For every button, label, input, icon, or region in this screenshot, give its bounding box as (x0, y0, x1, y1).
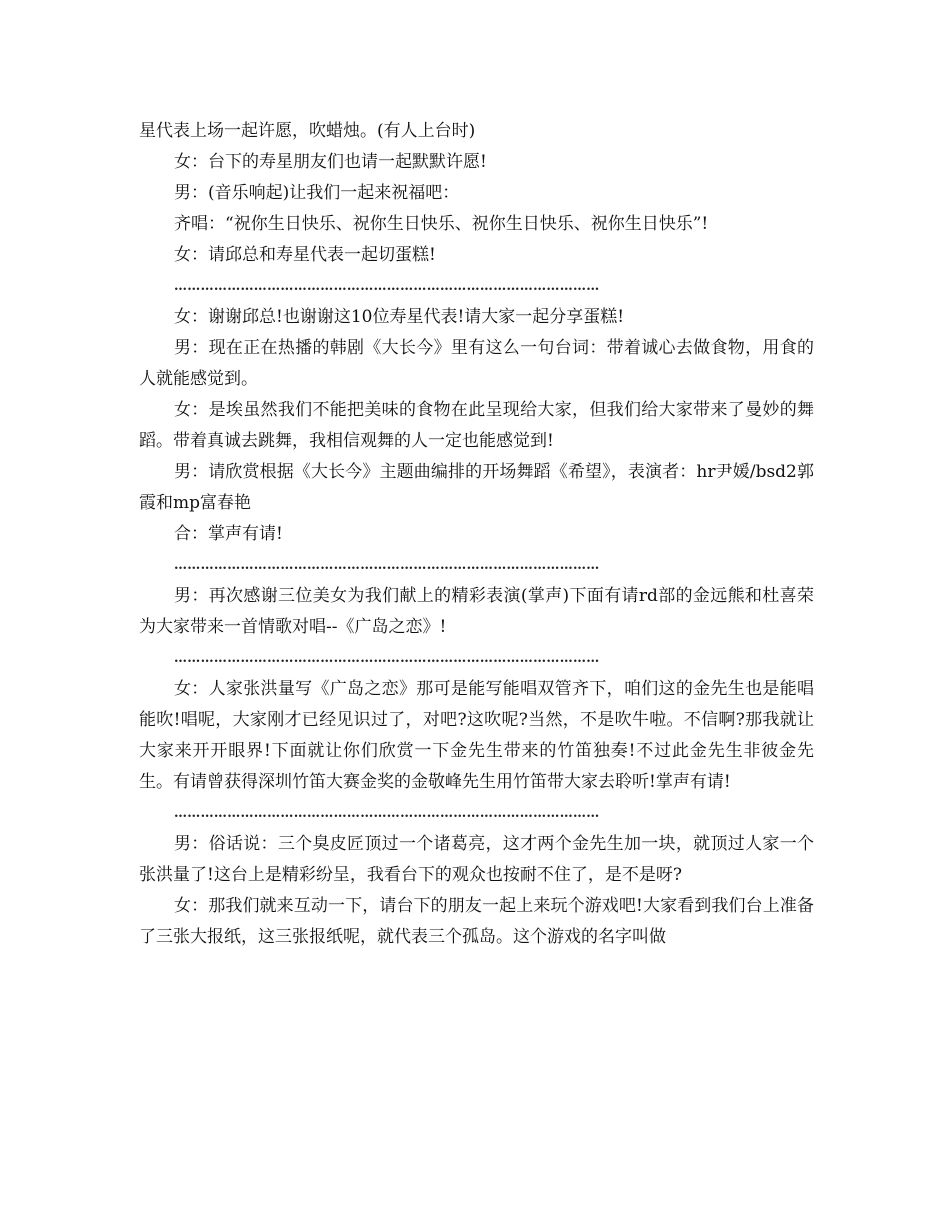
paragraph: 女：那我们就来互动一下，请台下的朋友一起上来玩个游戏吧!大家看到我们台上准备了三张大报纸，这三张报纸呢，就代表三个孤岛。这个游戏的名字叫做 (139, 896, 814, 947)
paragraph: 女：台下的寿星朋友们也请一起默默许愿! (174, 152, 487, 172)
paragraph: 女：谢谢邱总!也谢谢这10位寿星代表!请大家一起分享蛋糕! (174, 307, 625, 327)
dotted-separator: …………………………………………………………………………………… (174, 558, 600, 573)
paragraph: 合：掌声有请! (174, 524, 283, 544)
paragraph: 男：(音乐响起)让我们一起来祝福吧： (174, 183, 460, 203)
paragraph: 男：再次感谢三位美女为我们献上的精彩表演(掌声)下面有请rd部的金远熊和杜喜荣为大家带来一首情歌对唱--《广岛之恋》! (139, 586, 814, 637)
paragraph: 男：俗话说：三个臭皮匠顶过一个诸葛亮，这才两个金先生加一块，就顶过人家一个张洪量了!这台上是精彩纷呈，我看台下的观众也按耐不住了，是不是呀? (139, 834, 814, 885)
paragraph: 女：是埃虽然我们不能把美味的食物在此呈现给大家，但我们给大家带来了曼妙的舞蹈。带着真诚去跳舞，我相信观舞的人一定也能感觉到! (139, 400, 814, 451)
dotted-separator: …………………………………………………………………………………… (174, 651, 600, 666)
paragraph: 女：人家张洪量写《广岛之恋》那可是能写能唱双管齐下，咱们这的金先生也是能唱能吹!唱呢，大家刚才已经见识过了，对吧?这吹呢?当然，不是吹牛啦。不信啊?那我就让大家来开开眼界!下面就让你们欣赏一下金先生带来的竹笛独奏!不过此金先生非彼金先生。有请曾获得深圳竹笛大赛金奖的金敬峰先生用竹笛带大家去聆听!掌声有请! (139, 679, 814, 792)
dotted-separator: …………………………………………………………………………………… (174, 806, 600, 821)
paragraph: 齐唱：“祝你生日快乐、祝你生日快乐、祝你生日快乐、祝你生日快乐”! (174, 214, 709, 234)
paragraph: 星代表上场一起许愿，吹蜡烛。(有人上台时) (139, 121, 476, 141)
dotted-separator: …………………………………………………………………………………… (174, 279, 600, 294)
paragraph: 女：请邱总和寿星代表一起切蛋糕! (174, 245, 436, 265)
document-body (139, 116, 814, 953)
paragraph: 男：请欣赏根据《大长今》主题曲编排的开场舞蹈《希望》，表演者：hr尹媛/bsd2郭霞和mp富春艳 (139, 462, 814, 513)
paragraph: 男：现在正在热播的韩剧《大长今》里有这么一句台词：带着诚心去做食物，用食的人就能感觉到。 (139, 338, 814, 389)
